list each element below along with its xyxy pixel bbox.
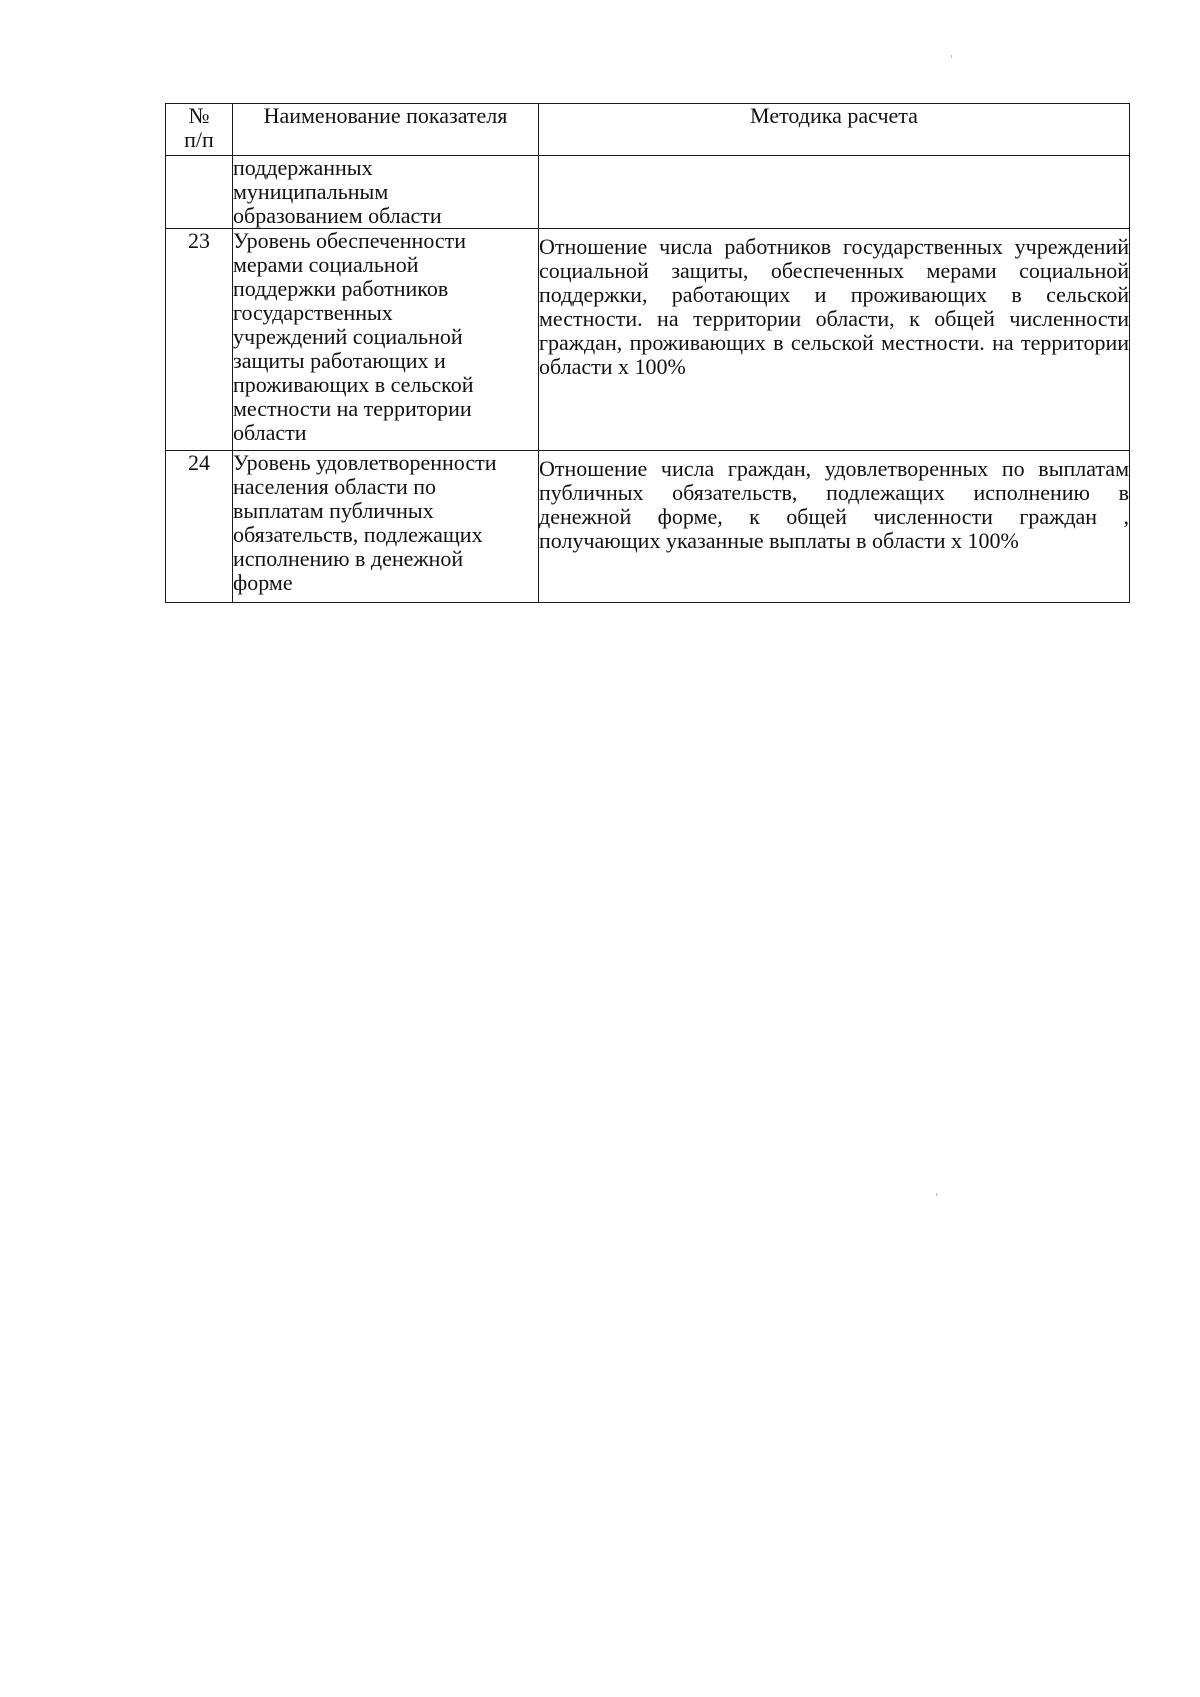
table-header-row <box>166 104 1130 156</box>
indicator-name-line: местности на территории <box>233 396 472 421</box>
header-calculation-method: Методика расчета <box>539 104 1130 156</box>
indicator-name-line: выплатам публичных <box>233 498 434 523</box>
indicator-name-line: Уровень обеспеченности <box>233 228 467 253</box>
indicator-name-line: обязательств, подлежащих <box>233 522 483 547</box>
indicator-name-line: области <box>233 420 307 445</box>
calculation-method-cell <box>539 156 1130 229</box>
header-number-cell <box>166 104 233 156</box>
table-row <box>166 156 1130 229</box>
indicator-name-line: государственных <box>233 300 393 325</box>
header-number-sign: № <box>188 103 210 128</box>
indicator-name-line: муниципальным <box>233 179 389 204</box>
indicator-name-line: защиты работающих и <box>233 348 446 373</box>
indicator-name-cell <box>233 229 539 451</box>
header-indicator-name: Наименование показателя <box>233 104 539 156</box>
indicator-name-line: населения области по <box>233 474 437 499</box>
indicator-name-line: исполнению в денежной <box>233 546 464 571</box>
indicator-name-line: мерами социальной <box>233 252 419 277</box>
scan-speck <box>936 1193 937 1196</box>
table-row <box>166 229 1130 451</box>
row-number: 24 <box>166 451 233 603</box>
calculation-method-cell: Отношение числа граждан, удовлетворенных по выплатам публичных обязательств, подлежащих исполнению в денежной форме, к общей численности граждан , получающих указанные выплаты в области х 100% <box>539 451 1130 603</box>
indicators-table <box>165 103 1130 603</box>
indicator-name-cell <box>233 156 539 229</box>
indicator-name-cell <box>233 451 539 603</box>
row-number <box>166 156 233 229</box>
header-number-abbr: п/п <box>184 127 214 152</box>
scan-speck <box>951 55 952 58</box>
indicator-name-line: проживающих в сельской <box>233 372 474 397</box>
indicator-name-line: образованием области <box>233 203 442 228</box>
indicator-name-line: учреждений социальной <box>233 324 463 349</box>
table-row <box>166 451 1130 603</box>
row-number: 23 <box>166 229 233 451</box>
indicator-name-line: форме <box>233 570 293 595</box>
calculation-method-cell: Отношение числа работников государственных учреждений социальной защиты, обеспеченных мерами социальной поддержки, работающих и проживающих в сельской местности. на территории области, к общей численности граждан, проживающих в сельской местности. на территории области х 100% <box>539 229 1130 451</box>
indicator-name-line: поддержанных <box>233 155 373 180</box>
indicator-name-line: Уровень удовлетворенности <box>233 450 497 475</box>
indicator-name-line: поддержки работников <box>233 276 449 301</box>
